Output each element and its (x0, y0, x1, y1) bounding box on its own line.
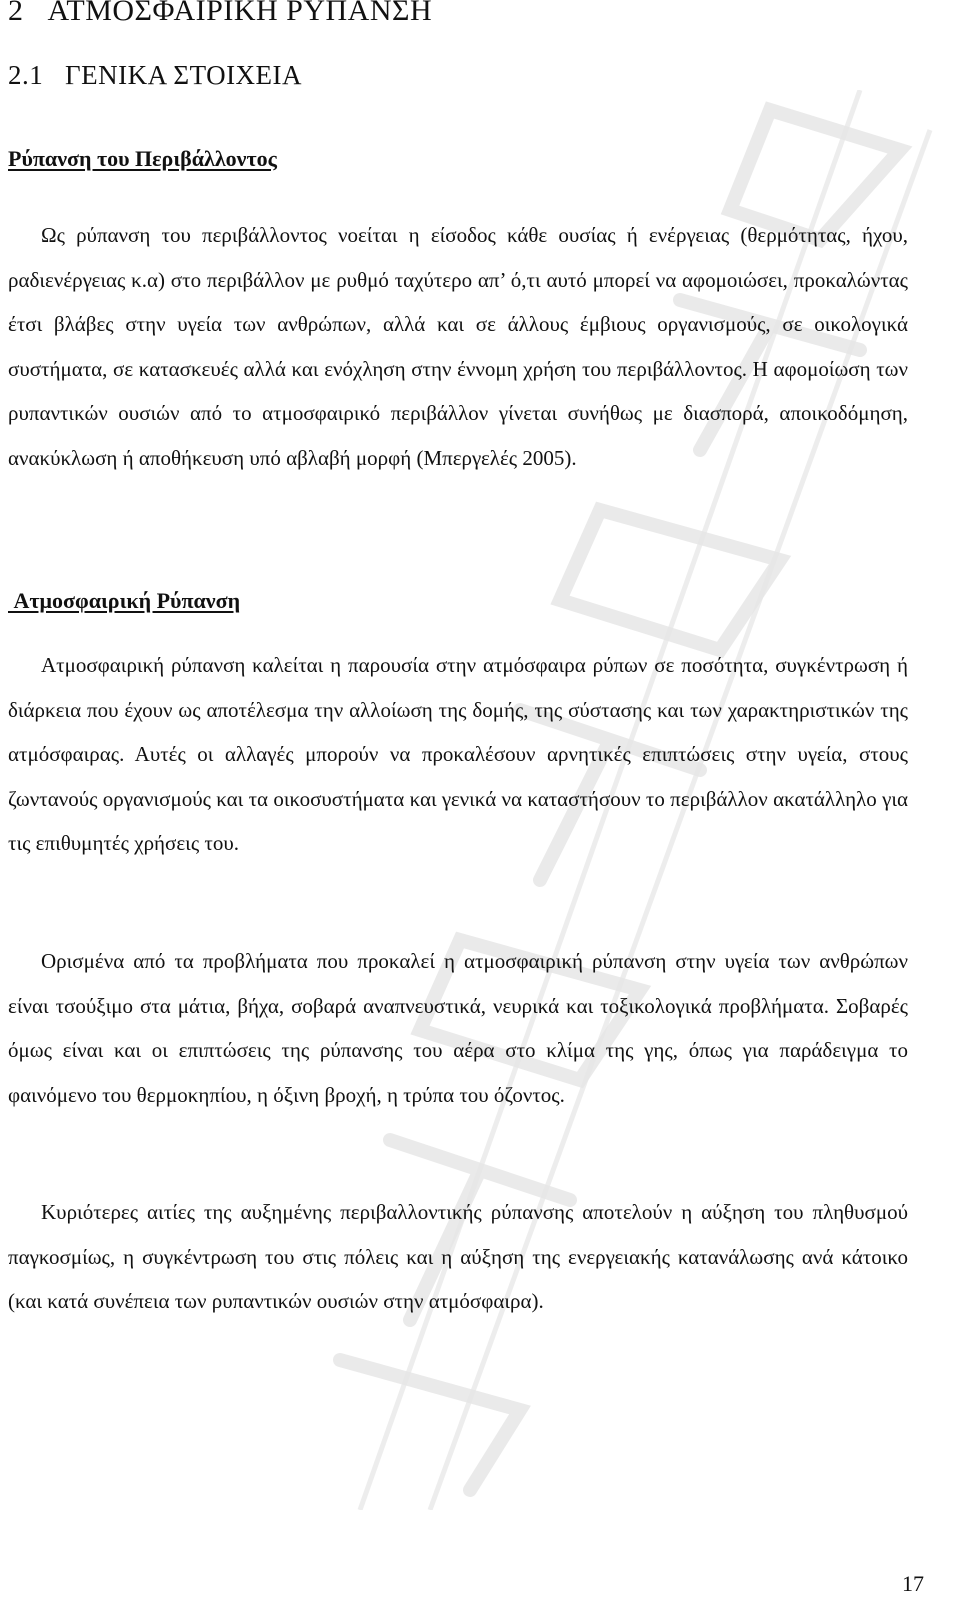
section-heading: 2.1 ΓΕΝΙΚΑ ΣΤΟΙΧΕΙΑ (8, 60, 303, 90)
paragraph-atmospheric-pollution-definition: Ατμοσφαιρική ρύπανση καλείται η παρουσία στην ατμόσφαιρα ρύπων σε ποσότητα, συγκέντρωση ή διάρκεια που έχουν ως αποτέλεσμα την αλλοίωση της δομής, της σύστασης και των χαρακτηριστικών της ατμόσφαιρας. Αυτές οι αλλαγές μπορούν να προκαλέσουν αρνητικές επιπτώσεις στην υγεία, στους ζωντανούς οργανισμούς και τα οικοσυστήματα και γενικά να καταστήσουν το περιβάλλον ακατάλληλο για τις επιθυμητές χρήσεις του. (8, 653, 908, 856)
paragraph-health-effects: Ορισμένα από τα προβλήματα που προκαλεί η ατμοσφαιρική ρύπανση στην υγεία των ανθρώπων είναι τσούξιμο στα μάτια, βήχα, σοβαρά αναπνευστικά, νευρικά και τοξικολογικά προβλήματα. Σοβαρές όμως είναι και οι επιπτώσεις της ρύπανσης του αέρα στο κλίμα της γης, όπως για παράδειγμα το φαινόμενο του θερμοκηπίου, η όξινη βροχή, η τρύπα του όζοντος. (8, 949, 908, 1107)
chapter-heading: 2 ΑΤΜΟΣΦΑΙΡΙΚΗ ΡΥΠΑΝΣΗ (8, 0, 433, 27)
page-number: 17 (902, 1571, 924, 1596)
paragraph-environment-pollution: Ως ρύπανση του περιβάλλοντος νοείται η είσοδος κάθε ουσίας ή ενέργειας (θερμότητας, ήχου, ραδιενέργειας κ.α) στο περιβάλλον με ρυθμό ταχύτερο απ’ ό,τι αυτό μπορεί να αφομοιώσει, προκαλώντας έτσι βλάβες στην υγεία των ανθρώπων, αλλά και σε άλλους έμβιους οργανισμούς, σε οικολογικά συστήματα, σε κατασκευές αλλά και ενόχληση στην έννομη χρήση του περιβάλλοντος. Η αφομοίωση των ρυπαντικών ουσιών από το ατμοσφαιρικό περιβάλλον γίνεται συνήθως με διασπορά, αποικοδόμηση, ανακύκλωση ή αποθήκευση υπό αβλαβή μορφή (Μπεργελές 2005). (8, 223, 908, 470)
subheading-environment-pollution: Ρύπανση του Περιβάλλοντος (8, 146, 277, 171)
subheading-atmospheric-pollution: Ατμοσφαιρική Ρύπανση (8, 588, 241, 613)
paragraph-main-causes: Κυριότερες αιτίες της αυξημένης περιβαλλοντικής ρύπανσης αποτελούν η αύξηση του πληθυσμού παγκοσμίως, η συγκέντρωση του στις πόλεις και η αύξηση της ενεργειακής κατανάλωσης ανά κάτοικο (και κατά συνέπεια των ρυπαντικών ουσιών στην ατμόσφαιρα). (8, 1200, 908, 1314)
